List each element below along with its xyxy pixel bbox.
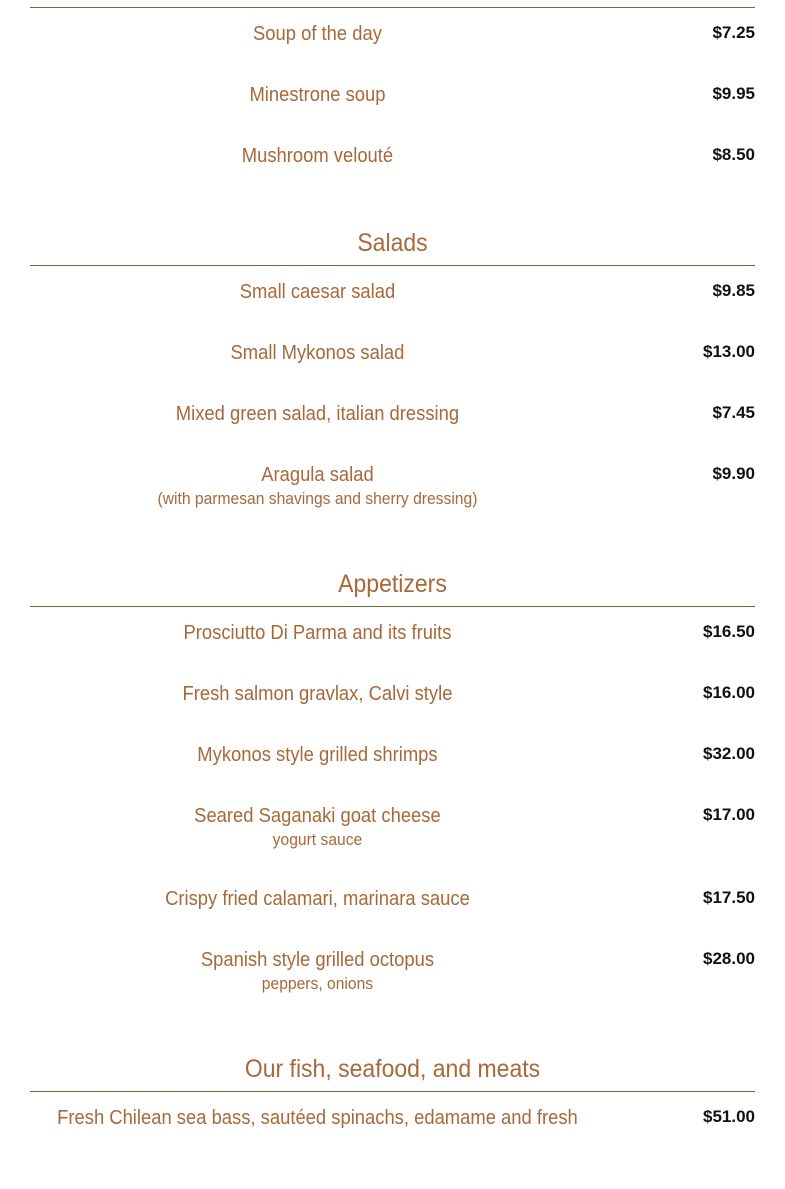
item-name: Mykonos style grilled shrimps — [197, 744, 438, 766]
item-price: $32.00 — [703, 744, 755, 763]
item-price: $9.90 — [712, 464, 755, 483]
item-description: (with parmesan shavings and sherry dressing) — [157, 489, 478, 508]
item-price: $51.00 — [703, 1107, 755, 1126]
section-title: Salads — [357, 229, 428, 257]
item-name: Spanish style grilled octopus — [200, 949, 435, 971]
section-title — [59, 0, 726, 1]
item-price: $28.00 — [703, 949, 755, 968]
menu-item — [30, 462, 755, 510]
section-divider — [30, 1091, 755, 1092]
menu-item — [30, 803, 755, 851]
menu-item — [30, 947, 755, 995]
item-name: Crispy fried calamari, marinara sauce — [165, 888, 470, 910]
item-price: $17.50 — [703, 888, 755, 907]
item-price: $13.00 — [703, 342, 755, 361]
menu-item — [30, 143, 755, 169]
item-name: Small Mykonos salad — [230, 342, 405, 364]
item-price: $7.25 — [712, 23, 755, 42]
item-list — [30, 620, 755, 995]
menu-item — [30, 21, 755, 47]
item-price: $16.50 — [703, 622, 755, 641]
item-name: Aragula salad — [261, 464, 374, 486]
menu-item — [30, 1105, 755, 1131]
item-description: peppers, onions — [261, 974, 374, 993]
section-divider — [30, 265, 755, 266]
menu — [30, 0, 755, 1189]
item-name: Mixed green salad, italian dressing — [175, 403, 460, 425]
item-name: Minestrone soup — [249, 84, 386, 106]
section-divider — [30, 606, 755, 607]
item-name: Soup of the day — [253, 23, 382, 45]
menu-section — [30, 568, 755, 995]
section-title: Our fish, seafood, and meats — [244, 1055, 541, 1083]
item-list — [30, 279, 755, 510]
item-price: $8.50 — [712, 145, 755, 164]
menu-section — [30, 227, 755, 510]
item-description: yogurt sauce — [272, 830, 363, 849]
menu-item — [30, 742, 755, 768]
section-divider — [30, 7, 755, 8]
menu-item — [30, 886, 755, 912]
section-title: Appetizers — [338, 570, 447, 598]
item-name: Mushroom velouté — [241, 145, 394, 167]
menu-item — [30, 82, 755, 108]
menu-item — [30, 401, 755, 427]
menu-item — [30, 340, 755, 366]
menu-item — [30, 620, 755, 646]
item-name: Fresh salmon gravlax, Calvi style — [182, 683, 453, 705]
item-name: Fresh Chilean sea bass, sautéed spinachs, edamame and fresh — [57, 1107, 578, 1129]
item-price: $17.00 — [703, 805, 755, 824]
item-price: $9.85 — [712, 281, 755, 300]
item-list — [30, 1105, 755, 1131]
menu-section — [30, 0, 755, 169]
item-list — [30, 21, 755, 169]
menu-item — [30, 279, 755, 305]
item-price: $9.95 — [712, 84, 755, 103]
item-price: $16.00 — [703, 683, 755, 702]
item-name: Seared Saganaki goat cheese — [194, 805, 441, 827]
item-price: $7.45 — [712, 403, 755, 422]
menu-item — [30, 681, 755, 707]
menu-section — [30, 1053, 755, 1131]
item-name: Prosciutto Di Parma and its fruits — [183, 622, 452, 644]
item-name: Small caesar salad — [239, 281, 396, 303]
